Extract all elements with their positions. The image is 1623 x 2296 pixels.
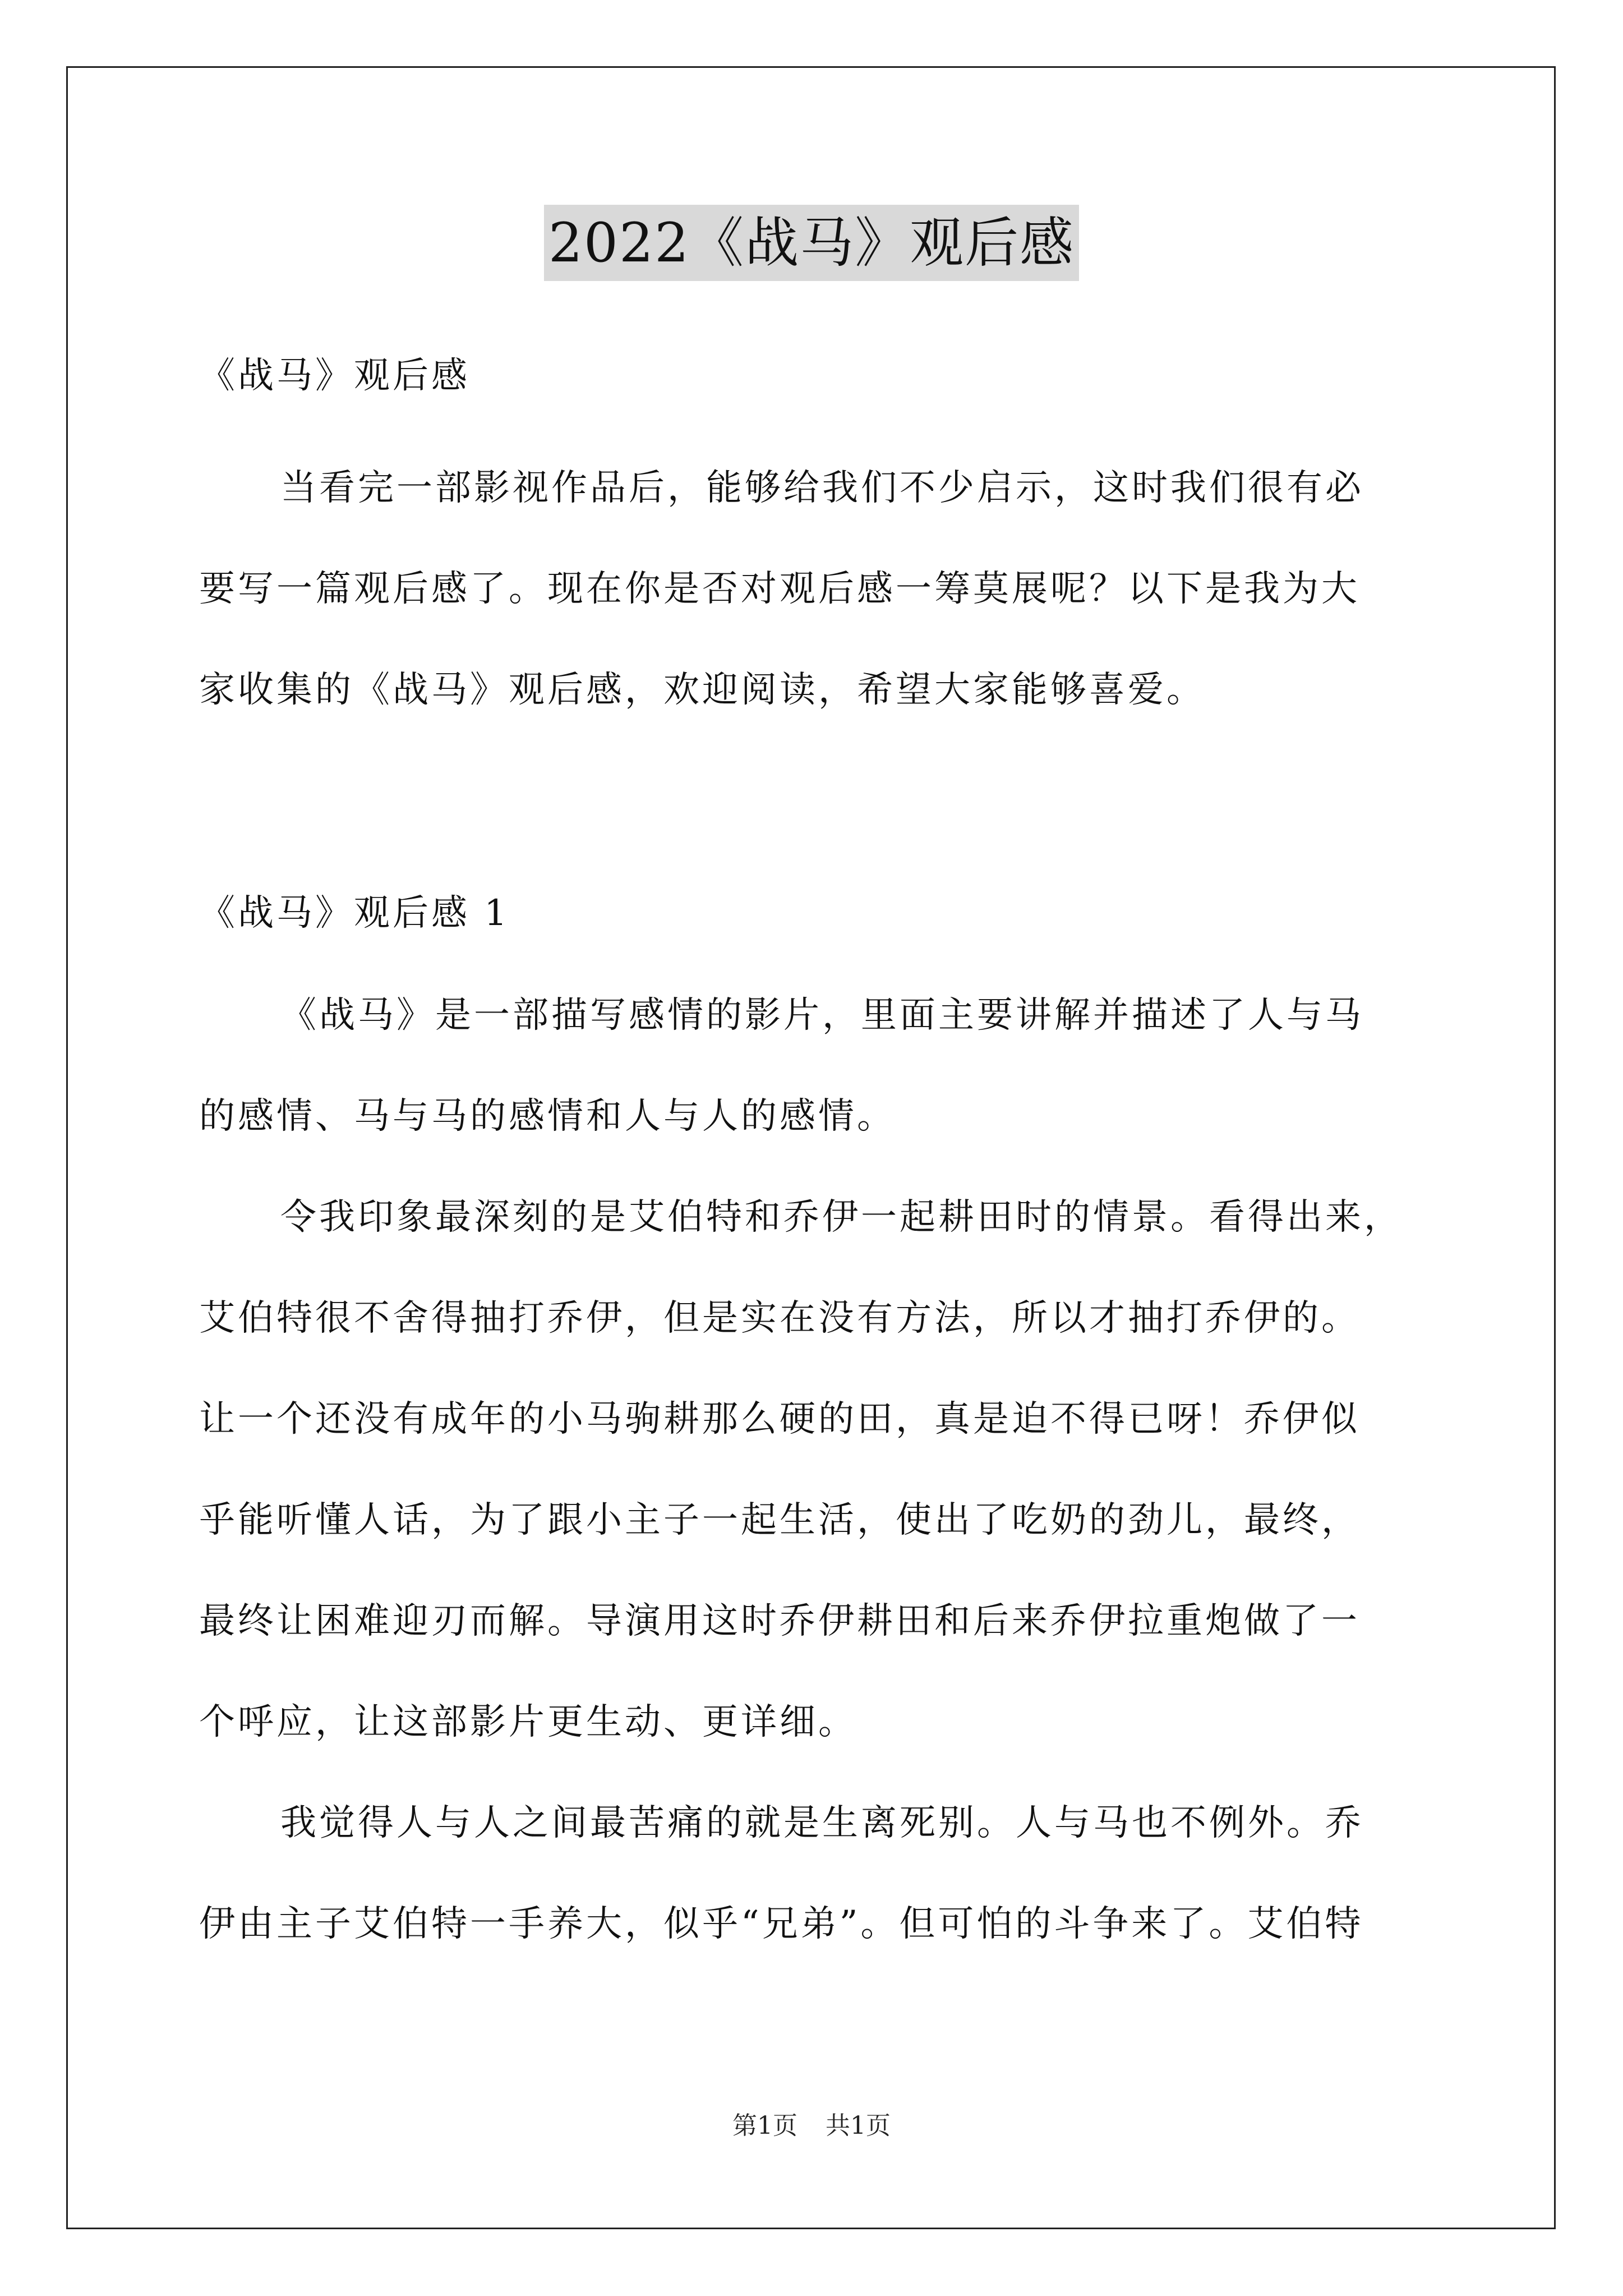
title-wrap — [0, 205, 1623, 281]
paragraph-line: 乎能听懂人话，为了跟小主子一起生活，使出了吃奶的劲儿，最终， — [199, 1499, 1360, 1541]
section-heading: 《战马》观后感 — [199, 355, 470, 397]
paragraph-line: 个呼应，让这部影片更生动、更详细。 — [199, 1701, 857, 1743]
page-footer — [0, 2109, 1623, 2143]
paragraph-line: 让一个还没有成年的小马驹耕那么硬的田，真是迫不得已呀！乔伊似 — [199, 1398, 1360, 1440]
paragraph-line: 我觉得人与人之间最苦痛的就是生离死别。人与马也不例外。乔 — [280, 1802, 1364, 1844]
section-heading: 《战马》观后感 1 — [199, 892, 510, 934]
paragraph-line: 《战马》是一部描写感情的影片，里面主要讲解并描述了人与马 — [280, 995, 1364, 1036]
paragraph-line: 的感情、马与马的感情和人与人的感情。 — [199, 1096, 896, 1137]
document-title: 2022《战马》观后感 — [544, 205, 1079, 281]
paragraph-line: 当看完一部影视作品后，能够给我们不少启示，这时我们很有必 — [280, 467, 1364, 509]
paragraph-line: 令我印象最深刻的是艾伯特和乔伊一起耕田时的情景。看得出来， — [280, 1197, 1403, 1238]
paragraph-line: 最终让困难迎刃而解。导演用这时乔伊耕田和后来乔伊拉重炮做了一 — [199, 1600, 1360, 1642]
paragraph-line: 伊由主子艾伯特一手养大，似乎“兄弟”。但可怕的斗争来了。艾伯特 — [199, 1903, 1364, 1945]
page-total: 共1页 — [826, 2111, 891, 2140]
paragraph-line: 家收集的《战马》观后感，欢迎阅读，希望大家能够喜爱。 — [199, 669, 1205, 711]
paragraph-line: 艾伯特很不舍得抽打乔伊，但是实在没有方法，所以才抽打乔伊的。 — [199, 1297, 1360, 1339]
page-number: 第1页 — [732, 2111, 797, 2140]
paragraph-line: 要写一篇观后感了。现在你是否对观后感一筹莫展呢？以下是我为大 — [199, 568, 1360, 610]
